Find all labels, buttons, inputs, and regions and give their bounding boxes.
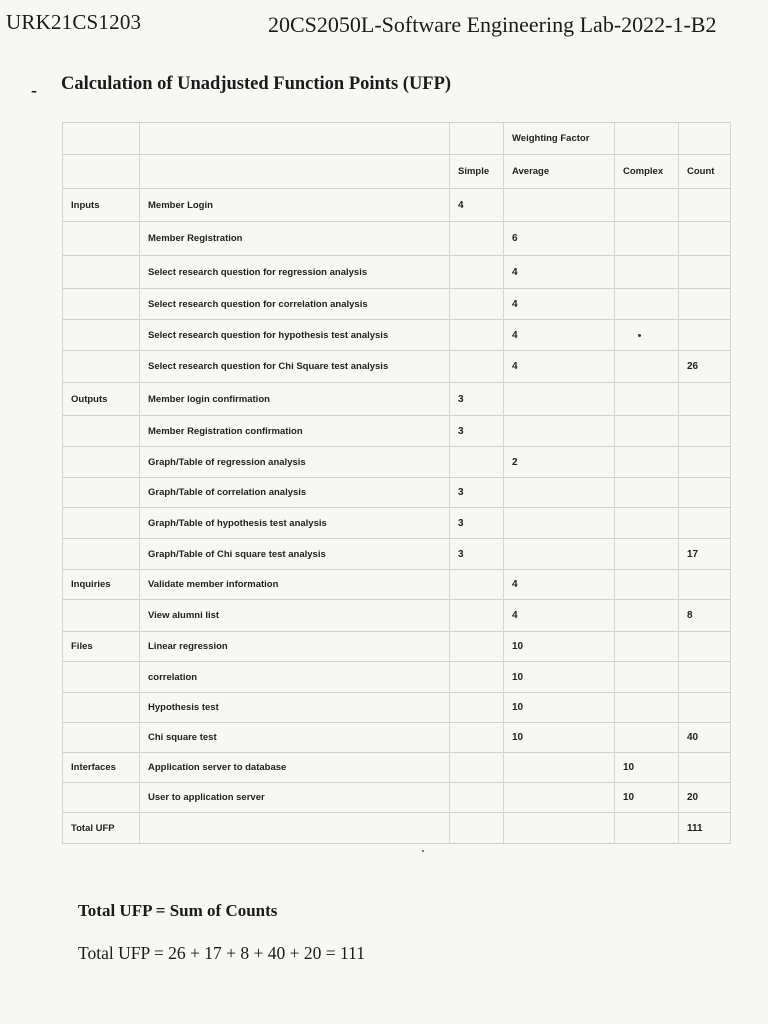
row-simple: 3 [450, 383, 504, 416]
row-count: 20 [679, 783, 731, 813]
row-item: Linear regression [140, 632, 450, 662]
row-complex [615, 383, 679, 416]
row-count: 17 [679, 539, 731, 570]
row-item [140, 813, 450, 844]
table-row [63, 256, 731, 289]
row-count [679, 320, 731, 351]
table-row [63, 383, 731, 416]
table-row [63, 753, 731, 783]
row-average: 2 [504, 447, 615, 478]
table-row [63, 693, 731, 723]
row-average: 4 [504, 289, 615, 320]
row-average [504, 189, 615, 222]
col-complex-header: Complex [615, 155, 679, 189]
row-category [63, 539, 140, 570]
total-ufp-heading: Total UFP = Sum of Counts [78, 901, 278, 920]
row-complex [615, 222, 679, 256]
row-item: View alumni list [140, 600, 450, 632]
row-category: Inputs [63, 189, 140, 222]
row-count [679, 416, 731, 447]
row-simple [450, 289, 504, 320]
row-complex [615, 662, 679, 693]
col-average-header: Average [504, 155, 615, 189]
table-row [63, 351, 731, 383]
row-average: 10 [504, 693, 615, 723]
row-simple [450, 783, 504, 813]
row-category [63, 256, 140, 289]
row-simple: 3 [450, 508, 504, 539]
row-category [63, 289, 140, 320]
row-category: Inquiries [63, 570, 140, 600]
table-row [63, 320, 731, 351]
student-id: URK21CS1203 [6, 10, 142, 34]
row-category [63, 416, 140, 447]
row-complex [615, 256, 679, 289]
row-category [63, 693, 140, 723]
table-row [63, 539, 731, 570]
table-column-header-row [63, 155, 731, 189]
row-category [63, 320, 140, 351]
row-average: 4 [504, 570, 615, 600]
table-row [63, 508, 731, 539]
row-count [679, 632, 731, 662]
row-simple [450, 600, 504, 632]
row-count [679, 753, 731, 783]
row-item: Hypothesis test [140, 693, 450, 723]
row-count [679, 256, 731, 289]
row-complex [615, 570, 679, 600]
row-complex [615, 478, 679, 508]
row-simple [450, 570, 504, 600]
table-row [63, 289, 731, 320]
col-count-header: Count [679, 155, 731, 189]
table-row [63, 447, 731, 478]
table-row [63, 662, 731, 693]
row-category: Files [63, 632, 140, 662]
row-count [679, 570, 731, 600]
table-row [63, 478, 731, 508]
row-category [63, 508, 140, 539]
course-title: 20CS2050L-Software Engineering Lab-2022-1-B2 [268, 12, 717, 37]
row-complex [615, 351, 679, 383]
row-item: Graph/Table of hypothesis test analysis [140, 508, 450, 539]
row-count: 111 [679, 813, 731, 844]
row-average [504, 416, 615, 447]
ufp-table [62, 122, 731, 844]
row-count [679, 693, 731, 723]
row-simple [450, 256, 504, 289]
row-count [679, 383, 731, 416]
row-average: 10 [504, 662, 615, 693]
row-simple [450, 351, 504, 383]
col-simple-header: Simple [450, 155, 504, 189]
row-complex [615, 447, 679, 478]
weighting-factor-header: Weighting Factor [504, 123, 615, 155]
row-average [504, 508, 615, 539]
row-simple: 4 [450, 189, 504, 222]
row-count [679, 289, 731, 320]
table-row [63, 632, 731, 662]
row-simple: 3 [450, 539, 504, 570]
row-category [63, 783, 140, 813]
row-complex [615, 723, 679, 753]
row-average: 4 [504, 256, 615, 289]
row-count: 8 [679, 600, 731, 632]
row-item: Graph/Table of correlation analysis [140, 478, 450, 508]
table-group-header-row [63, 123, 731, 155]
row-simple: 3 [450, 416, 504, 447]
row-item: Graph/Table of regression analysis [140, 447, 450, 478]
row-average [504, 753, 615, 783]
table-row [63, 813, 731, 844]
row-count [679, 222, 731, 256]
row-complex [615, 289, 679, 320]
row-category: Outputs [63, 383, 140, 416]
stray-mark [422, 850, 424, 852]
row-item: Select research question for correlation analysis [140, 289, 450, 320]
row-average: 4 [504, 351, 615, 383]
row-simple: 3 [450, 478, 504, 508]
row-category [63, 662, 140, 693]
row-average: 4 [504, 320, 615, 351]
row-average [504, 539, 615, 570]
row-average [504, 383, 615, 416]
total-ufp-formula: Total UFP = 26 + 17 + 8 + 40 + 20 = 111 [78, 943, 365, 963]
row-item: User to application server [140, 783, 450, 813]
row-average [504, 783, 615, 813]
row-average [504, 813, 615, 844]
row-average: 10 [504, 723, 615, 753]
row-simple [450, 813, 504, 844]
row-complex: 10 [615, 753, 679, 783]
table-row [63, 783, 731, 813]
row-count [679, 189, 731, 222]
row-category: Total UFP [63, 813, 140, 844]
row-count [679, 447, 731, 478]
row-average: 4 [504, 600, 615, 632]
row-category: Interfaces [63, 753, 140, 783]
row-item: correlation [140, 662, 450, 693]
section-title: Calculation of Unadjusted Function Points (UFP) [61, 74, 452, 94]
row-item: Application server to database [140, 753, 450, 783]
row-complex [615, 632, 679, 662]
row-category [63, 723, 140, 753]
stray-mark [638, 334, 641, 337]
row-category [63, 478, 140, 508]
row-complex [615, 539, 679, 570]
row-item: Select research question for regression analysis [140, 256, 450, 289]
row-simple [450, 753, 504, 783]
row-count: 40 [679, 723, 731, 753]
row-count [679, 662, 731, 693]
table-row [63, 600, 731, 632]
row-count: 26 [679, 351, 731, 383]
row-item: Member Login [140, 189, 450, 222]
row-simple [450, 723, 504, 753]
table-row [63, 222, 731, 256]
row-simple [450, 447, 504, 478]
row-category [63, 222, 140, 256]
row-complex [615, 416, 679, 447]
row-category [63, 447, 140, 478]
row-item: Member Registration [140, 222, 450, 256]
row-item: Validate member information [140, 570, 450, 600]
row-simple [450, 662, 504, 693]
row-simple [450, 320, 504, 351]
table-row [63, 416, 731, 447]
row-average: 10 [504, 632, 615, 662]
row-category [63, 351, 140, 383]
row-count [679, 478, 731, 508]
row-item: Select research question for hypothesis test analysis [140, 320, 450, 351]
row-item: Select research question for Chi Square test analysis [140, 351, 450, 383]
row-complex [615, 508, 679, 539]
row-complex [615, 693, 679, 723]
row-complex [615, 600, 679, 632]
row-complex: 10 [615, 783, 679, 813]
row-simple [450, 222, 504, 256]
row-simple [450, 632, 504, 662]
row-simple [450, 693, 504, 723]
section-bullet: - [31, 80, 37, 100]
row-category [63, 600, 140, 632]
row-average: 6 [504, 222, 615, 256]
row-item: Chi square test [140, 723, 450, 753]
row-complex [615, 813, 679, 844]
row-item: Member login confirmation [140, 383, 450, 416]
table-row [63, 570, 731, 600]
row-complex [615, 320, 679, 351]
row-count [679, 508, 731, 539]
row-average [504, 478, 615, 508]
table-row [63, 189, 731, 222]
table-row [63, 723, 731, 753]
row-item: Member Registration confirmation [140, 416, 450, 447]
row-complex [615, 189, 679, 222]
row-item: Graph/Table of Chi square test analysis [140, 539, 450, 570]
